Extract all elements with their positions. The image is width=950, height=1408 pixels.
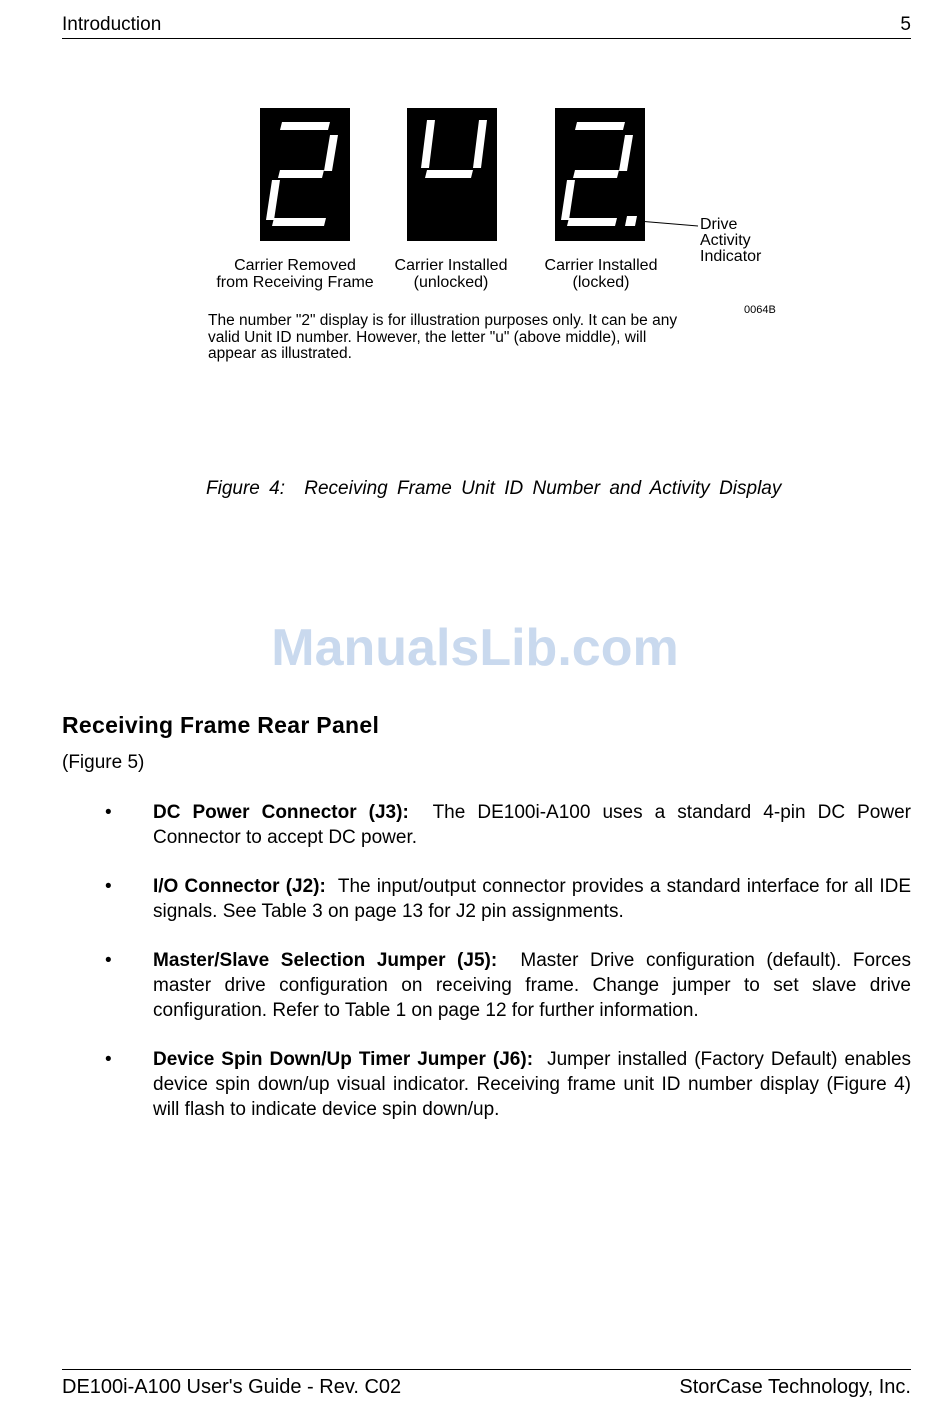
bullet-icon: • [105, 1049, 112, 1070]
caption-line: Carrier Removed [234, 257, 356, 274]
bullet-icon: • [105, 950, 112, 971]
digit-2-icon [260, 108, 350, 241]
caption-line: from Receiving Frame [216, 274, 374, 291]
caption-line: Carrier Installed [394, 257, 508, 274]
header-page-number: 5 [900, 14, 911, 35]
drive-label-line: Indicator [700, 248, 762, 265]
seven-segment-display-2 [260, 108, 350, 241]
figure-note: The number "2" display is for illustration purposes only. It can be any valid Unit ID number. However, the letter "u" (above middle), will appear as illustrated. [208, 312, 678, 362]
letter-u-icon [407, 108, 497, 241]
bullet-term: DC Power Connector (J3): [153, 802, 409, 823]
section-subtitle: (Figure 5) [62, 752, 145, 773]
bullet-list [105, 800, 911, 1146]
list-item [105, 800, 911, 850]
bullet-icon: • [105, 802, 112, 823]
bullet-term: Device Spin Down/Up Timer Jumper (J6): [153, 1049, 534, 1070]
header-section: Introduction [62, 14, 162, 35]
bullet-icon: • [105, 876, 112, 897]
bullet-text: Jumper installed (Factory Default) enables device spin down/up visual indicator. Receiving frame unit ID number display (Figure 4) will flash to indicate device spin down/up. [153, 1049, 912, 1120]
digit-2-with-dot-icon [555, 108, 645, 241]
bullet-text: Master Drive configuration (default). Forces master drive configuration on receiving frame. Change jumper to set slave drive configuration. Refer to Table 1 on page 12 for further information. [153, 950, 911, 1021]
seven-segment-display-2-dot [555, 108, 645, 241]
figure-caption-text: Receiving Frame Unit ID Number and Activity Display [304, 478, 782, 499]
drive-label-line: Activity [700, 232, 751, 249]
list-item [105, 948, 911, 1023]
leader-line [638, 218, 700, 230]
caption-line: Carrier Installed [544, 257, 658, 274]
page-header [62, 12, 911, 39]
drive-label-line: Drive [700, 216, 738, 233]
bullet-text: The input/output connector provides a standard interface for all IDE signals. See Table 3 on page 13 for J2 pin assignments. [153, 876, 912, 922]
display-caption [506, 257, 696, 291]
figure-code: 0064B [744, 304, 776, 316]
bullet-term: Master/Slave Selection Jumper (J5): [153, 950, 498, 971]
bullet-text: The DE100i-A100 uses a standard 4-pin DC Power Connector to accept DC power. [153, 802, 911, 848]
figure-caption-number: Figure 4: [206, 478, 285, 499]
caption-line: (locked) [572, 274, 630, 291]
caption-line: (unlocked) [413, 274, 489, 291]
bullet-term: I/O Connector (J2): [153, 876, 326, 897]
footer-right: StorCase Technology, Inc. [679, 1376, 911, 1398]
seven-segment-display-u [407, 108, 497, 241]
figure-caption [206, 478, 781, 500]
watermark: ManualsLib.com [271, 619, 679, 677]
list-item [105, 1047, 911, 1122]
drive-activity-indicator-label [700, 217, 761, 265]
figure-4 [200, 100, 820, 380]
list-item [105, 874, 911, 924]
footer-left: DE100i-A100 User's Guide - Rev. C02 [62, 1376, 402, 1398]
section-title: Receiving Frame Rear Panel [62, 712, 380, 738]
page-footer [62, 1369, 911, 1402]
